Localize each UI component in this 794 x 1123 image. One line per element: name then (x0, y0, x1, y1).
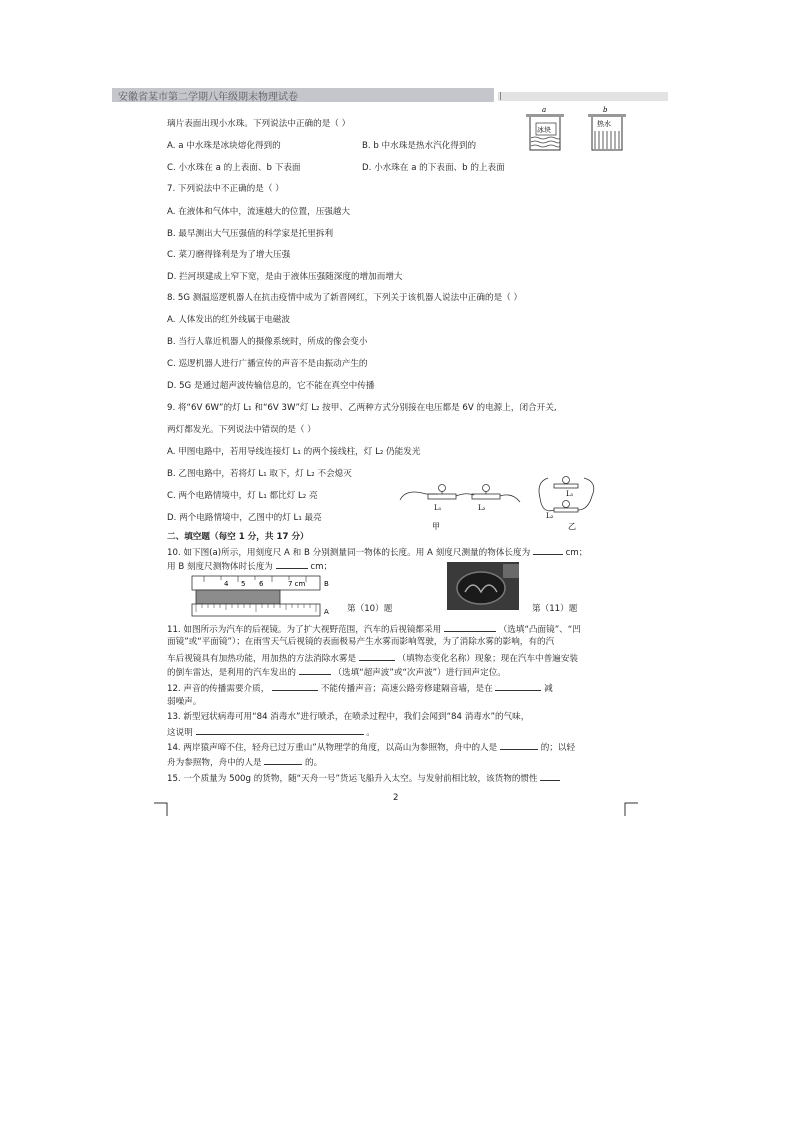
corner-mark-left (154, 802, 168, 816)
q13-line2 (167, 725, 375, 739)
q7-option-a: A. 在液体和气体中，流速越大的位置，压强越大 (167, 207, 351, 217)
q10-line2 (167, 559, 332, 573)
q14-text-2a: 舟为参照物，舟中的人是 (167, 758, 262, 768)
q6-stem: 璃片表面出现小水珠。下列说法中正确的是（ ） (167, 119, 351, 129)
ruler-b-label: B (324, 580, 329, 588)
q6-option-c: C. 小水珠在 a 的上表面、b 下表面 (167, 163, 301, 173)
q8-option-c: C. 巡逻机器人进行广播宣传的声音不是由振动产生的 (167, 359, 368, 369)
q11-text-1b: （选填“凸面镜”、“凹 (498, 625, 581, 635)
corner-mark-right (624, 802, 638, 816)
caption-yi: 乙 (568, 522, 576, 531)
ruler-num-4: 4 (224, 580, 229, 588)
header-mark (500, 92, 501, 100)
header-band-right (498, 92, 668, 101)
q14-blank-2 (264, 755, 302, 765)
q11-text-3b: （填物态变化名称）现象；现在汽车中普遍安装 (397, 654, 579, 664)
q15-blank (540, 771, 560, 781)
glass-plate-b (588, 114, 626, 117)
q11-line3 (167, 651, 578, 665)
q15-text-1a: 15. 一个质量为 500g 的货物，随“天舟一号”货运飞船升入太空。与发射前相比较，该货物的惯性 (167, 774, 538, 784)
q13-blank (196, 725, 364, 735)
q11-line4 (167, 665, 506, 679)
q11-text-3a: 车后视镜具有加热功能，用加热的方法消除水雾是 (167, 654, 357, 664)
q12-text-1a: 12. 声音的传播需要介质， (167, 684, 270, 694)
q15-line1 (167, 771, 560, 785)
ruler-num-5: 5 (241, 580, 246, 588)
q12-text-1c: 减 (544, 684, 553, 694)
q8-option-a: A. 人体发出的红外线属于电磁波 (167, 315, 290, 325)
q9-stem-line2: 两灯都发光。下列说法中错误的是（ ） (167, 425, 316, 435)
q11-text-1: 11. 如图所示为汽车的后视镜。为了扩大视野范围，汽车的后视镜都采用 (167, 625, 442, 635)
beakers-figure (520, 104, 630, 158)
q11-blank-2 (359, 651, 395, 661)
q9-stem-line1: 9. 将“6V 6W”的灯 L₁ 和“6V 3W”灯 L₂ 按甲、乙两种方式分别接在电压都是 6V 的电源上，闭合开关, (167, 403, 557, 413)
q14-blank-1 (500, 740, 538, 750)
q7-stem: 7. 下列说法中不正确的是（ ） (167, 184, 284, 194)
q11-line1 (167, 622, 581, 636)
beaker-b-tag: b (603, 106, 608, 114)
q11-text-4b: （选填“超声波”或“次声波”）进行回声定位。 (333, 668, 506, 678)
ruler-unit: 7 cm (288, 580, 306, 588)
figure-10-caption: 第（10）题 (347, 604, 393, 614)
q9-option-c: C. 两个电路情境中，灯 L₁ 都比灯 L₂ 亮 (167, 491, 318, 501)
q8-option-b: B. 当行人靠近机器人的摄像系统时，所成的像会变小 (167, 337, 368, 347)
q8-stem: 8. 5G 测温巡逻机器人在抗击疫情中成为了新晋网红，下列关于该机器人说法中正确的是（ ） (167, 293, 523, 303)
q7-option-b: B. 最早测出大气压强值的科学家是托里拆利 (167, 229, 334, 239)
lamp-base-l2 (472, 494, 500, 499)
label-l2-jia: L₂ (478, 504, 486, 512)
q7-option-c: C. 菜刀磨得锋利是为了增大压强 (167, 250, 291, 260)
label-l2-yi: L₂ (546, 512, 554, 520)
figure-11-caption: 第（11）题 (532, 604, 578, 614)
beaker-a-label: 冰块 (537, 126, 551, 134)
header-title: 安徽省某市第二学期八年级期末物理试卷 (118, 92, 298, 102)
q6-option-b: B. b 中水珠是热水汽化得到的 (362, 141, 477, 151)
q12-blank-2 (495, 681, 541, 691)
q6-option-a: A. a 中水珠是冰块熔化得到的 (167, 141, 281, 151)
bulb-l1-yi (563, 477, 570, 484)
q14-text-1b: 的；以轻 (540, 743, 576, 753)
q14-text-1a: 14. 两岸猿声啼不住，轻舟已过万重山”从物理学的角度，以高山为参照物，舟中的人是 (167, 743, 498, 753)
q13-line1: 13. 新型冠状病毒可用“84 消毒水”进行喷杀，在喷杀过程中，我们会闻到“84 消毒水”的气味， (167, 712, 530, 722)
header-band (112, 88, 494, 102)
q11-line2: 面镜”或“平面镜”）；在雨雪天气后视镜的表面极易产生水雾而影响驾驶，为了消除水雾的影响，有的汽 (167, 637, 555, 647)
ruler-figure (190, 574, 338, 620)
page-number: 2 (393, 793, 399, 803)
q10-unit-1: cm； (565, 548, 588, 558)
ruler-num-6: 6 (259, 580, 264, 588)
water-a (531, 137, 560, 147)
glass-plate-a (526, 114, 564, 117)
mirror-image-icon (447, 562, 519, 610)
q14-line1 (167, 740, 575, 754)
q9-option-d: D. 两个电路情境中，乙图中的灯 L₁ 最亮 (167, 513, 322, 523)
lamp-base-l1 (428, 494, 456, 499)
bulb-l2-yi (563, 501, 570, 508)
beaker-a-tag: a (542, 106, 547, 114)
q12-blank-1 (272, 681, 318, 691)
measured-object (196, 590, 280, 604)
q11-text-4a: 的倒车雷达，是利用的汽车发出的 (167, 668, 296, 678)
bulb-l1 (439, 485, 446, 492)
q13-text-2a: 这说明 (167, 728, 193, 738)
q14-text-2b: 的。 (305, 758, 323, 768)
q12-line2: 弱噪声。 (167, 697, 202, 707)
q10-blank-2 (276, 559, 308, 569)
q6-option-d: D. 小水珠在 a 的下表面、b 的上表面 (362, 163, 505, 173)
circuit-figure-jia (396, 478, 524, 534)
q8-option-d: D. 5G 是通过超声波传输信息的，它不能在真空中传播 (167, 381, 375, 391)
q13-text-2b: 。 (366, 728, 375, 738)
q10-unit-2: cm； (310, 562, 333, 572)
q10-text-1: 10. 如下图(a)所示，用刻度尺 A 和 B 分别测量同一物体的长度。用 A 刻度尺测量的物体长度为 (167, 548, 531, 558)
q10-line1 (167, 545, 587, 559)
q10-text-2: 用 B 刻度尺测物体时长度为 (167, 562, 273, 572)
q14-line2 (167, 755, 322, 769)
beaker-b-label: 热水 (597, 120, 611, 128)
q12-text-1b: 不能传播声音；高速公路旁修建隔音墙，是在 (320, 684, 493, 694)
water-b (595, 131, 619, 149)
q10-blank-1 (533, 545, 563, 555)
q9-option-a: A. 甲图电路中，若用导线连接灯 L₁ 的两个接线柱，灯 L₂ 仍能发光 (167, 447, 421, 457)
q11-blank-3 (299, 665, 331, 675)
section-2-heading: 二、填空题（每空 1 分，共 17 分） (167, 532, 309, 542)
label-l1-jia: L₁ (434, 504, 442, 512)
circuit-figure-yi (528, 474, 604, 534)
caption-jia: 甲 (432, 522, 440, 531)
q7-option-d: D. 拦河坝建成上窄下宽，是由于液体压强随深度的增加而增大 (167, 272, 403, 282)
q11-blank-1 (444, 622, 496, 632)
label-l1-yi: L₁ (566, 490, 574, 498)
rear-mirror-photo (447, 562, 519, 610)
q9-option-b: B. 乙图电路中，若将灯 L₁ 取下，灯 L₂ 不会熄灭 (167, 469, 352, 479)
bulb-l2 (483, 485, 490, 492)
q12-line1 (167, 681, 553, 695)
ruler-a-label: A (324, 608, 329, 616)
